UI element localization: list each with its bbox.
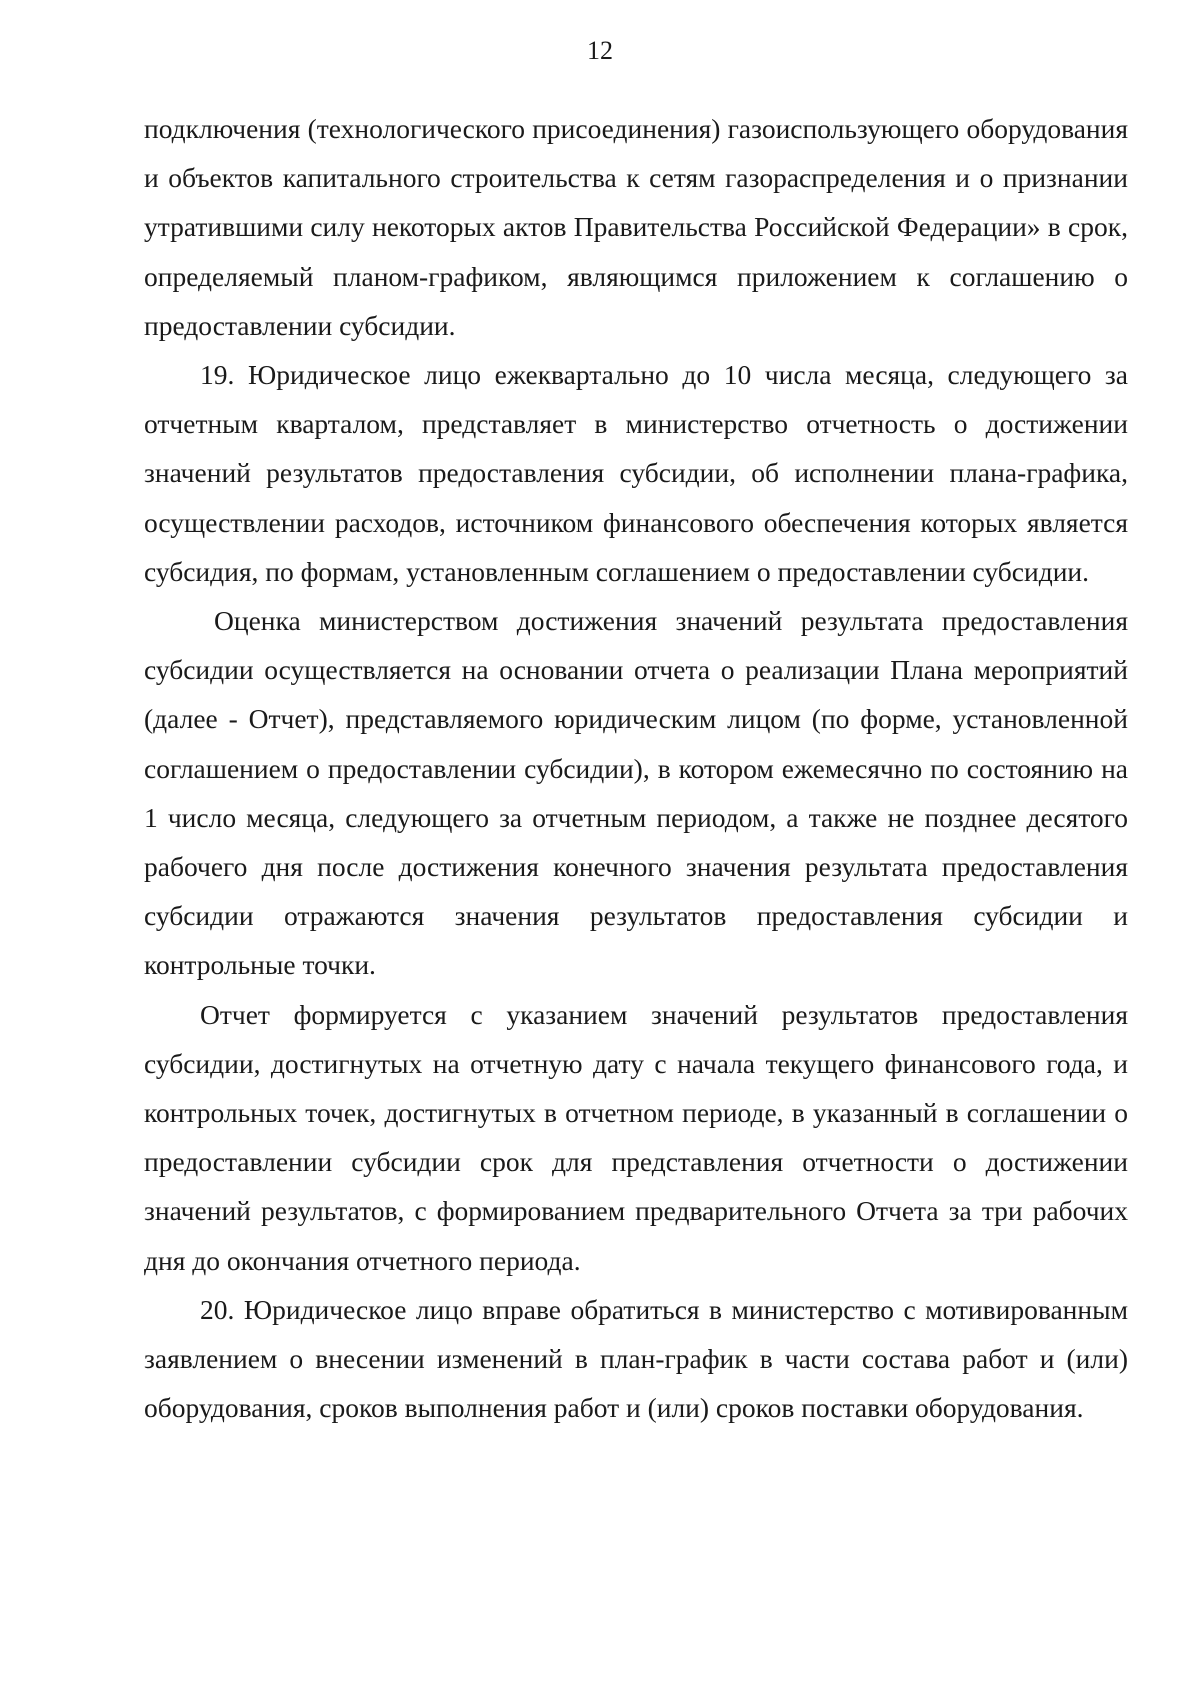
document-body [144,104,1128,1432]
paragraph-item-19: 19. Юридическое лицо ежеквартально до 10 числа месяца, следующего за отчетным кварталом, представляет в министерство отчетность о достижении значений результатов предоставления субсидии, об исполнении плана-графика, осуществлении расходов, источником финансового обеспечения которых является субсидия, по формам, установленным соглашением о предоставлении субсидии. [144,359,1128,587]
paragraph-report: Отчет формируется с указанием значений результатов предоставления субсидии, достигнутых на отчетную дату с начала текущего финансового года, и контрольных точек, достигнутых в отчетном периоде, в указанный в соглашении о предоставлении субсидии срок для представления отчетности о достижении значений результатов, с формированием предварительного Отчета за три рабочих дня до окончания отчетного периода. [144,998,1128,1276]
page-number: 12 [587,36,613,65]
paragraph-evaluation: Оценка министерством достижения значений результата предоставления субсидии осуществляется на основании отчета о реализации Плана мероприятий (далее - Отчет), представляемого юридическим лицом (по форме, установленной соглашением о предоставлении субсидии), в котором ежемесячно по состоянию на 1 число месяца, следующего за отчетным периодом, а также не позднее десятого рабочего дня после достижения конечного значения результата предоставления субсидии отражаются значения результатов предоставления субсидии и контрольные точки. [144,605,1128,981]
paragraph-item-20: 20. Юридическое лицо вправе обратиться в министерство с мотивированным заявлением о внесении изменений в план-график в части состава работ и (или) оборудования, сроков выполнения работ и (или) сроков поставки оборудования. [144,1293,1128,1424]
paragraph-continuation: подключения (технологического присоединения) газоиспользующего оборудования и объектов капитального строительства к сетям газораспределения и о признании утратившими силу некоторых актов Правительства Российской Федерации» в срок, определяемый планом-графиком, являющимся приложением к соглашению о предоставлении субсидии. [144,113,1128,341]
